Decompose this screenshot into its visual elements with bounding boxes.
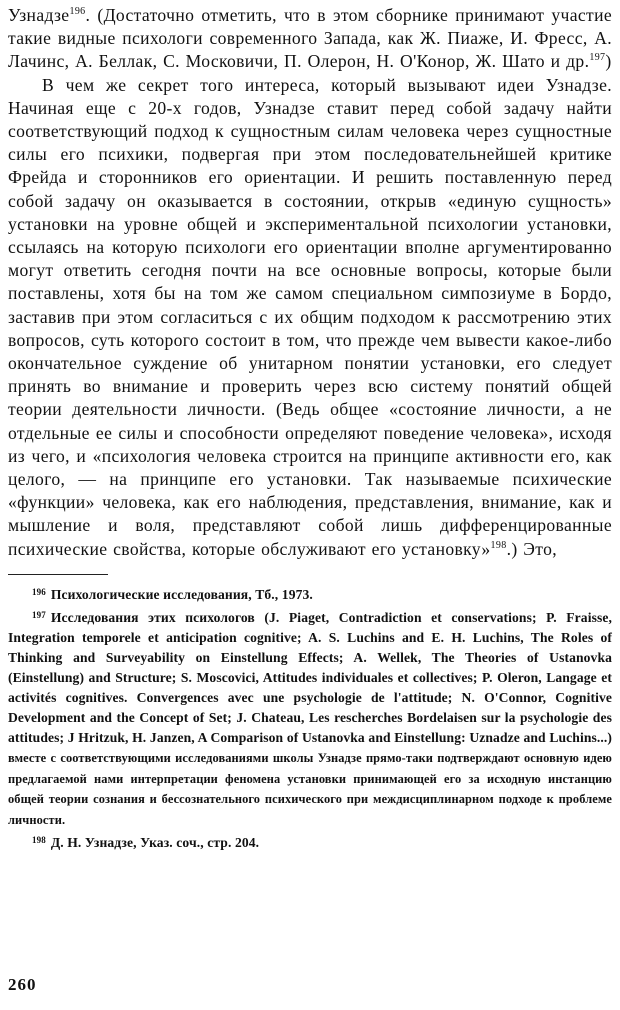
paragraph-2-end: .) Это, bbox=[506, 538, 557, 559]
paragraph-1-text: . (Достаточно отметить, что в этом сборнике принимают участие такие видные психологи современного Запада, как Ж. Пиаже, И. Фресс, А. Лачинс, А. Беллак, С. Московичи, П. Олерон, Н. О'Конор, Ж. Шато и др. bbox=[8, 5, 612, 72]
footnote-198 bbox=[8, 830, 612, 853]
footnote-text: Психологические исследования, Тб., 1973. bbox=[50, 586, 313, 602]
paragraph-1-lead: Узнадзе bbox=[8, 5, 70, 25]
footnote-number: 196 bbox=[32, 586, 46, 597]
footnote-number: 198 bbox=[32, 835, 46, 846]
paragraph-1-end: ) bbox=[605, 51, 612, 72]
footnote-number: 197 bbox=[32, 609, 46, 620]
footnote-ref-196: 196 bbox=[69, 6, 86, 18]
footnote-196 bbox=[8, 582, 612, 605]
page-number: 260 bbox=[8, 975, 37, 994]
footnote-text: Исследования этих психологов (J. Piaget, Contradiction et conservations; P. Fraisse, Integration temporele et anticipation cognitive; A. S. Luchins and E. H. Luchins, The Roles of Thinking and Surveyability on Einstellung Effects; A. Wellek, The Theories of Ustanovka (Einstellung) and Structure; S. Moscovici, Attitudes individuales et collectives; P. Oleron, Langage et activités cognitives. Convergences avec une psychologie de l'attitude; N. O'Connor, Cognitive Development and the Concept of Set; J. Chateau, Les rescherches Bordelaisen sur la psychologie des attitudes; J Hritzuk, H. Janzen, A Comparison of Ustanovka and Einstellung: Uznadze and Luchins...) bbox=[8, 609, 612, 745]
footnote-text: Д. Н. Узнадзе, Указ. соч., стр. 204. bbox=[50, 835, 260, 851]
paragraph-2 bbox=[8, 74, 612, 561]
footnote-text-tail: вместе с соответствующими исследованиями школы Узнадзе прямо-таки подтверждают основную идею предлагаемой нами интерпретации феномена установки принимающей его за исходную инстанцию общей теории сознания и бессознательного психического при междисциплинарном подходе к проблеме личности. bbox=[8, 751, 612, 827]
paragraph-1 bbox=[8, 4, 612, 74]
footnote-ref-198: 198 bbox=[490, 539, 507, 551]
footnotes bbox=[8, 582, 612, 854]
footnote-divider bbox=[8, 574, 108, 575]
main-text bbox=[8, 4, 612, 561]
footnote-197 bbox=[8, 605, 612, 831]
paragraph-2-text: В чем же секрет того интереса, который вызывают идеи Узнадзе. Начиная еще с 20-х годов, Узнадзе ставит перед собой задачу найти соответствующий подход к сущностным силам человека через сущностные силы его психики, подвергая при этом последовательнейшей критике Фрейда и сторонников его ориентации. И решить поставленную перед собой задачу он оказывается в состоянии, открыв «единую сущность» установки на уровне общей и экспериментальной психологии установки, ссылаясь на которую психологи его ориентации вполне аргументированно могут ответить сегодня почти на все основные вопросы, которые были поставлены, хотя бы на том же самом специальном симпозиуме в Бордо, заставив при этом согласиться с их общим подходом к рассмотрению этих вопросов, суть которого состоит в том, что прежде чем вывести какое-либо окончательное суждение об унитарном понятии установки, его следует принять во внимание и проверить через всю систему понятий общей теории деятельности личности. (Ведь общее «состояние личности, а не отдельные ее силы и способности определяют поведение человека», исходя из чего, и «психология человека строится на принципе активности его, как целого, — на принципе его установки. Так называемые психические «функции» человека, как его наблюдения, представления, внимание, как и мышление и воля, представляют собой лишь дифференцированные психические свойства, которые обслуживают его установку» bbox=[8, 74, 612, 559]
footnote-ref-197: 197 bbox=[589, 52, 606, 64]
